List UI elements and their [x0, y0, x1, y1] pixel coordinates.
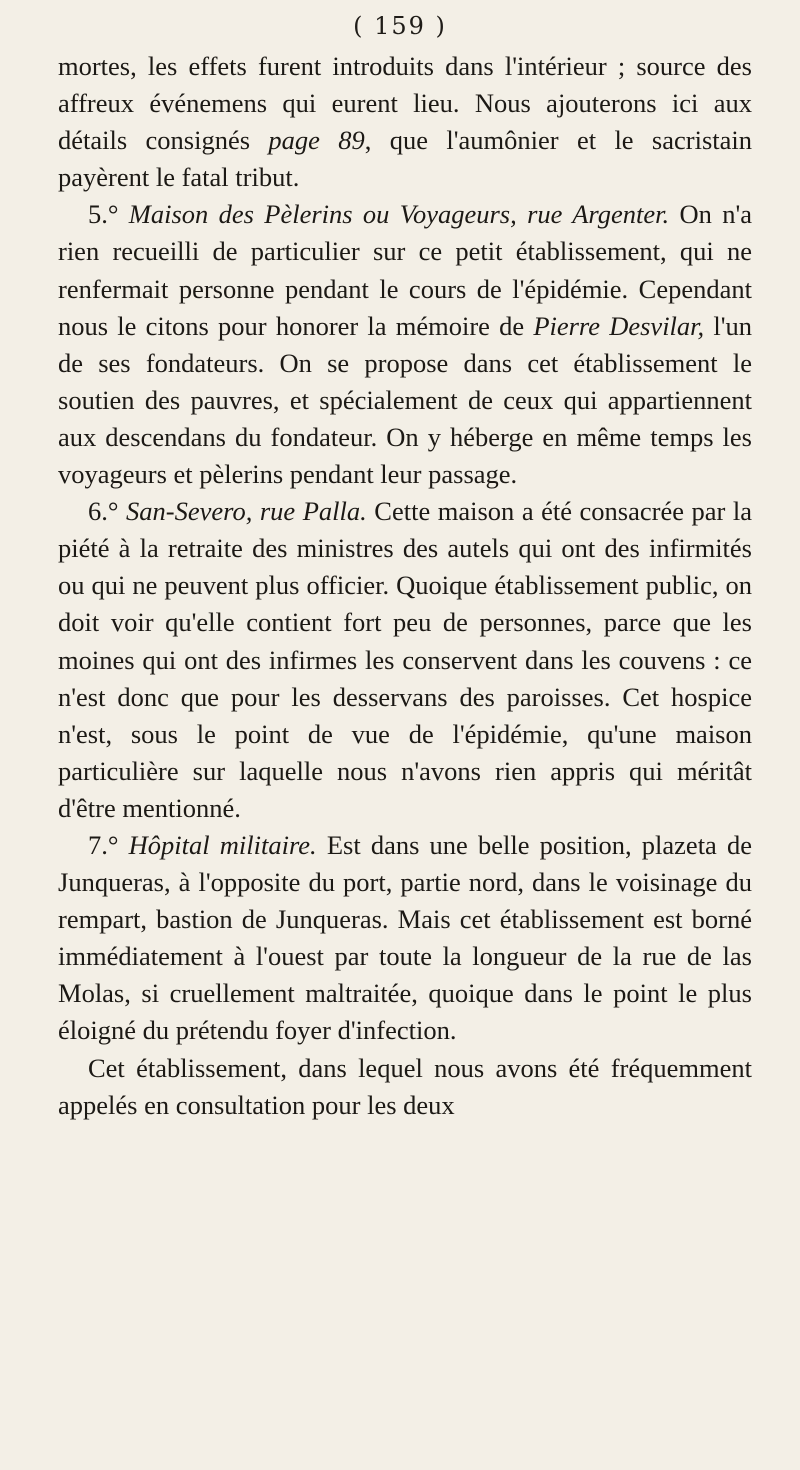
body-text — [58, 48, 752, 1124]
paragraph — [58, 493, 752, 827]
paragraph — [58, 196, 752, 493]
italic-text: page 89 — [268, 125, 365, 156]
text-segment: , que l'aumônier et le sacristain payèrent le fatal tribut. — [58, 125, 752, 193]
text-segment: 7.° — [88, 829, 129, 860]
page-number: ( 159 ) — [353, 12, 447, 40]
italic-text: San-Severo, rue Palla. — [126, 496, 367, 527]
paragraph — [58, 827, 752, 1050]
paragraph — [58, 48, 752, 196]
text-segment: l'un de ses fondateurs. On se propose dans cet établissement le soutien des pauvres, et spécialement de ceux qui appartiennent aux descendans du fondateur. On y héberge en même temps les voyageurs et pèlerins pendant leur passage. — [58, 310, 752, 490]
paragraph — [58, 1050, 752, 1124]
text-segment: mortes, les effets furent introduits dans l'intérieur ; source des affreux événemens qui eurent lieu. Nous ajouterons ici aux détails consignés — [58, 51, 752, 156]
text-segment: 6.° — [88, 496, 127, 527]
text-segment: Cette maison a été consacrée par la piété à la retraite des ministres des autels qui ont des infirmités ou qui ne peuvent plus officier. Quoique établissement public, on doit voir qu'elle contient fort peu de personnes, parce que les moines qui ont des infirmes les conservent dans les couvens : ce n'est donc que pour les desservans des paroisses. Cet hospice n'est, sous le point de vue de l'épidémie, qu'une maison particulière sur laquelle nous n'avons rien appris qui méritât d'être mentionné. — [58, 496, 753, 823]
text-segment: Est dans une belle position, plazeta de Junqueras, à l'opposite du port, partie nord, dans le voisinage du rempart, bastion de Junqueras. Mais cet établissement est borné immédiatement à l'ouest par toute la longueur de la rue de las Molas, si cruellement maltraitée, quoique dans le point le plus éloigné du prétendu foyer d'infection. — [58, 829, 752, 1046]
text-segment: Cet établissement, dans lequel nous avons été fréquemment appelés en consultation pour les deux — [58, 1052, 752, 1120]
text-segment: On n'a rien recueilli de particulier sur ce petit établissement, qui ne renfermait personne pendant le cours de l'épidémie. Cependant nous le citons pour honorer la mémoire de — [58, 199, 752, 341]
italic-text: Hôpital militaire. — [128, 829, 317, 860]
italic-text: Maison des Pèlerins ou Voyageurs, rue Argenter. — [128, 199, 670, 230]
text-segment: 5.° — [88, 199, 129, 230]
italic-text: Pierre Desvilar, — [533, 310, 705, 341]
